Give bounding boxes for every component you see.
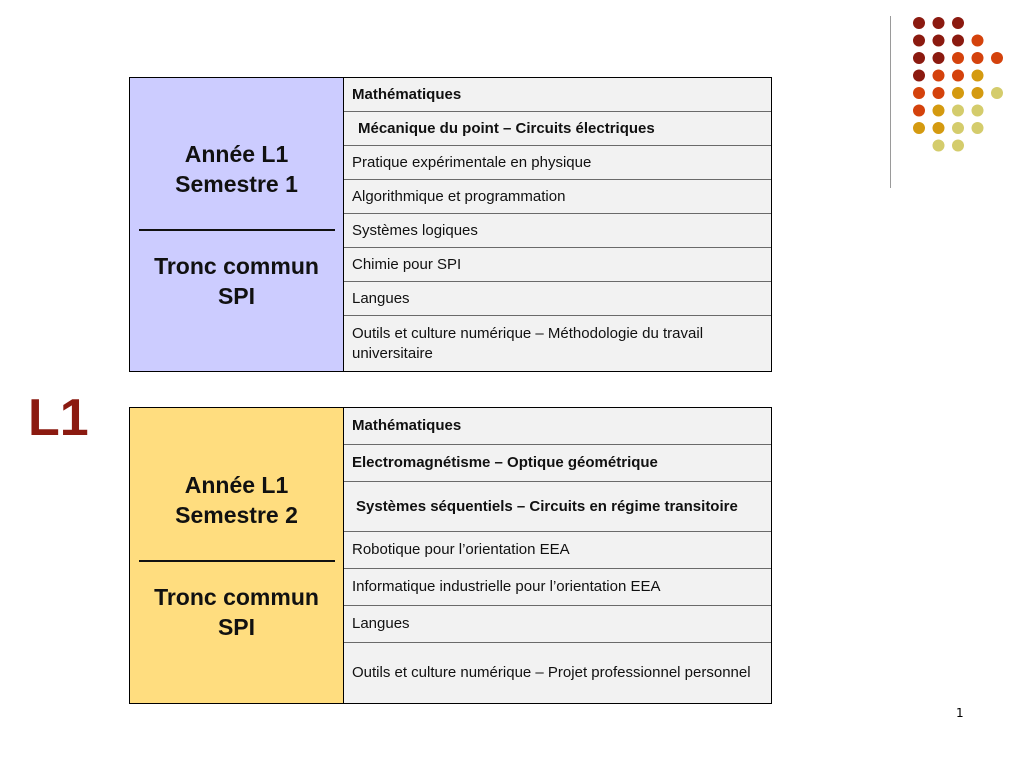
decorative-dot [952,87,964,99]
semester-2-label-cell [130,408,344,703]
decorative-dot [933,52,945,64]
semester-2-course-list [344,408,771,703]
decorative-dot [933,17,945,29]
semester-1-year: Année L1 [184,140,289,167]
course-item: Chimie pour SPI [344,248,771,282]
semester-1-title: Semestre 1 [175,170,298,197]
semester-2-block [129,407,772,704]
decorative-dot [972,87,984,99]
course-item: Langues [344,282,771,316]
decorative-dot [913,105,925,117]
page-number: 1 [956,706,964,720]
decorative-dot [952,122,964,134]
decorative-dot [952,140,964,152]
decorative-dot [972,35,984,47]
course-item: Outils et culture numérique – Méthodologie du travail universitaire [344,316,771,371]
decorative-dot [913,70,925,82]
course-item: Electromagnétisme – Optique géométrique [344,445,771,482]
decorative-dot [972,52,984,64]
decorative-dot [933,140,945,152]
course-item: Mathématiques [344,78,771,112]
semester-1-block [129,77,772,372]
decorative-dot [972,70,984,82]
course-item: Mécanique du point – Circuits électriques [344,112,771,146]
decorative-dot [933,35,945,47]
course-item: Mathématiques [344,408,771,445]
decorative-dot [952,52,964,64]
semester-1-track: Tronc commun [154,252,319,279]
course-item: Robotique pour l’orientation EEA [344,532,771,569]
year-side-label: L1 [28,389,89,447]
semester-2-year: Année L1 [184,471,289,498]
course-item: Algorithmique et programmation [344,180,771,214]
decorative-dot [933,122,945,134]
semester-1-separator [139,215,335,231]
decorative-dot [952,105,964,117]
decorative-dot [952,70,964,82]
decorative-dot [933,70,945,82]
semester-2-track-sub: SPI [217,613,256,640]
decorative-dot [913,87,925,99]
decorative-dot [952,17,964,29]
decorative-dot [991,52,1003,64]
decorative-dot [933,105,945,117]
course-item: Informatique industrielle pour l’orientation EEA [344,569,771,606]
semester-1-course-list [344,78,771,371]
decorative-dot [972,105,984,117]
decorative-vertical-line [890,16,891,188]
semester-1-track-sub: SPI [217,282,256,309]
decorative-dot [913,17,925,29]
course-item: Langues [344,606,771,643]
decorative-dot [913,35,925,47]
decorative-dot [913,122,925,134]
decorative-dot [991,87,1003,99]
decorative-dot [933,87,945,99]
course-item: Outils et culture numérique – Projet professionnel personnel [344,643,771,703]
semester-1-label-cell [130,78,344,371]
semester-2-separator [139,546,335,562]
course-item: Systèmes séquentiels – Circuits en régime transitoire [344,482,771,532]
semester-2-title: Semestre 2 [175,501,298,528]
decorative-dot [913,52,925,64]
semester-2-track: Tronc commun [154,583,319,610]
course-item: Systèmes logiques [344,214,771,248]
course-item: Pratique expérimentale en physique [344,146,771,180]
decorative-dot [952,35,964,47]
decorative-dot [972,122,984,134]
